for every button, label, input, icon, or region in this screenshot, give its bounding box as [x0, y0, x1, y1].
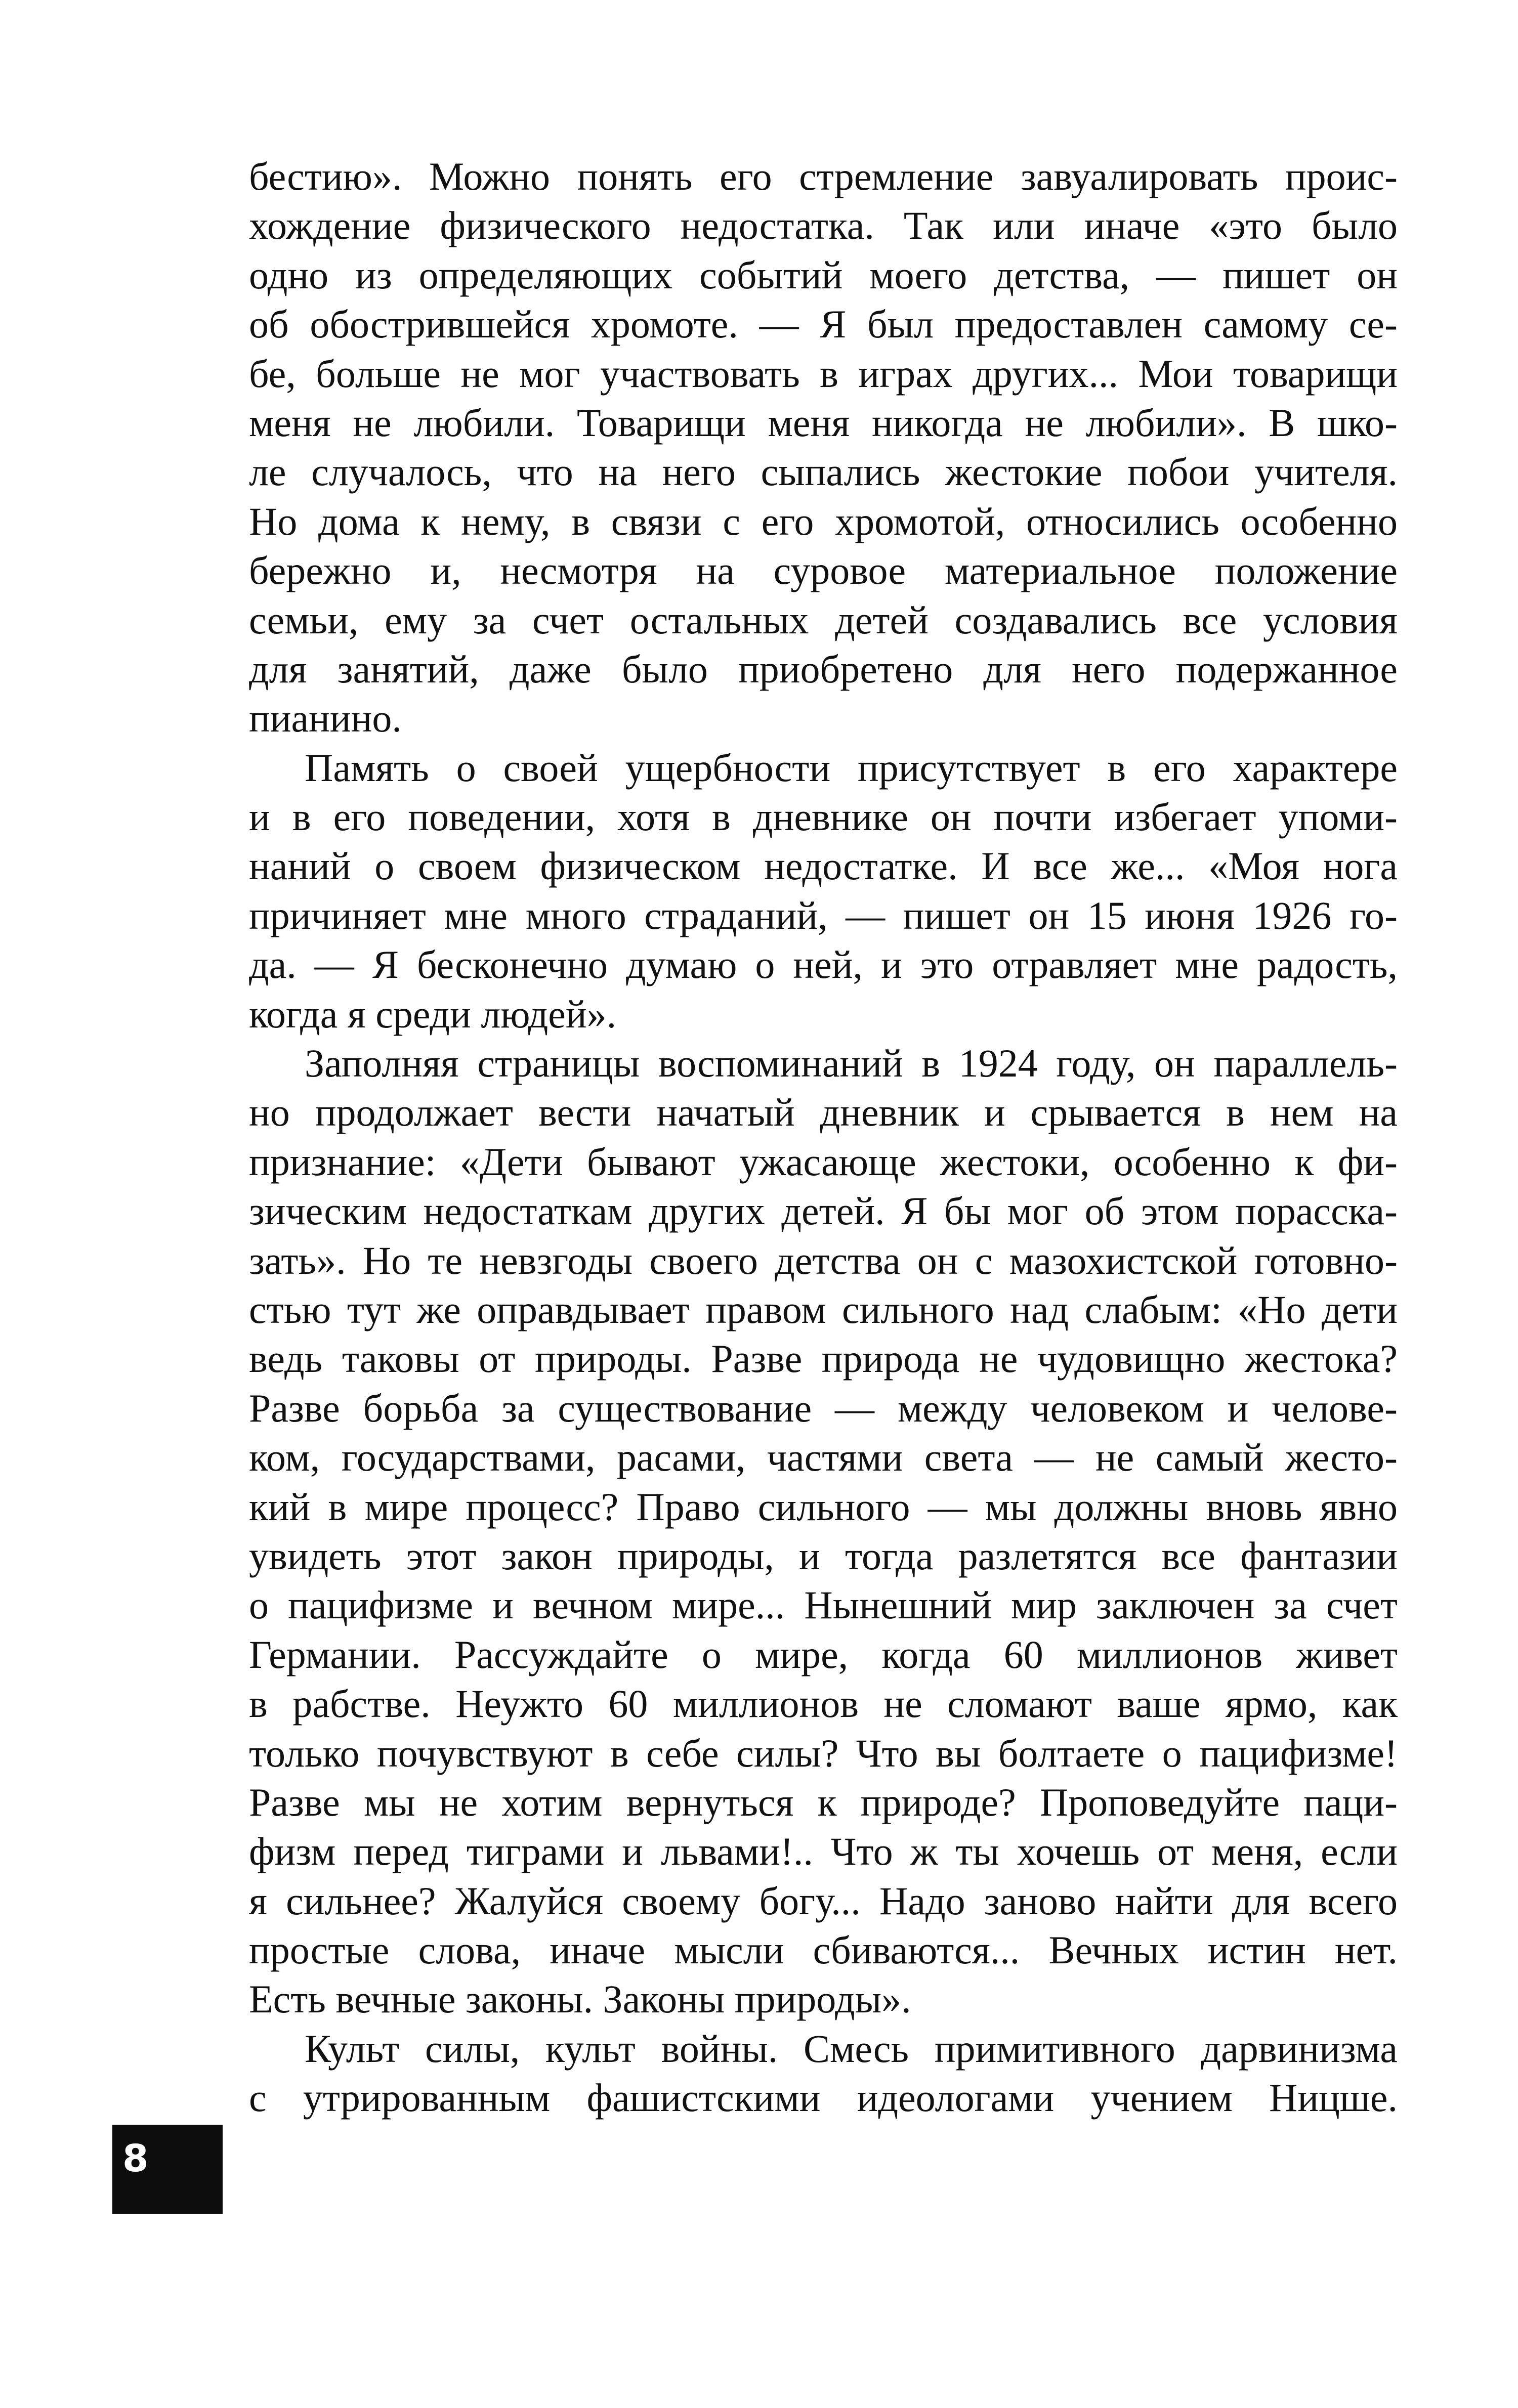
- paragraph: [249, 743, 1398, 1039]
- text-line: кий в мире процесс? Право сильного — мы должны вновь явно: [249, 1484, 1398, 1529]
- text-line: бе, больше не мог участвовать в играх других... Мои товарищи: [249, 351, 1398, 396]
- text-line: увидеть этот закон природы, и тогда разлетятся все фантазии: [249, 1533, 1398, 1578]
- text-line: ведь таковы от природы. Разве природа не чудовищно жестока?: [249, 1337, 1398, 1381]
- text-line: только почувствуют в себе силы? Что вы болтаете о пацифизме!: [249, 1731, 1398, 1775]
- text-line: хождение физического недостатка. Так или иначе «это было: [249, 203, 1398, 248]
- text-line: об обострившейся хромоте. — Я был предоставлен самому се-: [249, 302, 1398, 347]
- text-line: причиняет мне много страданий, — пишет он 15 июня 1926 го-: [249, 893, 1398, 937]
- text-line: наний о своем физическом недостатке. И все же... «Моя нога: [249, 844, 1398, 888]
- text-line: когда я среди людей».: [249, 992, 617, 1036]
- text-line: с утрированным фашистскими идеологами учением Ницше.: [249, 2076, 1398, 2120]
- text-line: для занятий, даже было приобретено для него подержанное: [249, 647, 1398, 691]
- text-line: меня не любили. Товарищи меня никогда не любили». В шко-: [249, 400, 1398, 445]
- text-line: физм перед тиграми и львами!.. Что ж ты хочешь от меня, если: [249, 1829, 1398, 1874]
- text-line: семьи, ему за счет остальных детей создавались все условия: [249, 597, 1398, 642]
- text-line: стью тут же оправдывает правом сильного над слабым: «Но дети: [249, 1287, 1398, 1331]
- text-line: Разве борьба за существование — между человеком и челове-: [249, 1386, 1398, 1430]
- paragraph: [249, 2024, 1398, 2123]
- text-line: Германии. Рассуждайте о мире, когда 60 миллионов живет: [249, 1632, 1398, 1676]
- paragraph: [249, 1039, 1398, 2024]
- text-line: ле случалось, что на него сыпались жестокие побои учителя.: [249, 450, 1398, 494]
- text-line: Память о своей ущербности присутствует в его характере: [305, 745, 1398, 790]
- text-line: простые слова, иначе мысли сбиваются... Вечных истин нет.: [249, 1928, 1398, 1972]
- text-line: я сильнее? Жалуйся своему богу... Надо заново найти для всего: [249, 1878, 1398, 1923]
- text-line: да. — Я бесконечно думаю о ней, и это отравляет мне радость,: [249, 942, 1398, 987]
- text-line: в рабстве. Неужто 60 миллионов не сломают ваше ярмо, как: [249, 1682, 1398, 1726]
- text-line: пианино.: [249, 696, 402, 741]
- page-number-tab: [112, 2125, 223, 2214]
- text-line: ком, государствами, расами, частями света — не самый жесто-: [249, 1435, 1398, 1480]
- text-line: Культ силы, культ войны. Смесь примитивного дарвинизма: [305, 2026, 1398, 2071]
- text-line: признание: «Дети бывают ужасающе жестоки, особенно к фи-: [249, 1139, 1398, 1184]
- text-line: Разве мы не хотим вернуться к природе? Проповедуйте паци-: [249, 1780, 1398, 1824]
- text-line: о пацифизме и вечном мире... Нынешний мир заключен за счет: [249, 1583, 1398, 1627]
- text-line: зать». Но те невзгоды своего детства он с мазохистской готовно-: [249, 1238, 1398, 1282]
- page-number: 8: [122, 2137, 149, 2180]
- text-line: одно из определяющих событий моего детства, — пишет он: [249, 252, 1398, 297]
- text-line: Но дома к нему, в связи с его хромотой, относились особенно: [249, 499, 1398, 543]
- text-line: Есть вечные законы. Законы природы».: [249, 1977, 911, 2022]
- text-line: и в его поведении, хотя в дневнике он почти избегает упоми-: [249, 795, 1398, 839]
- text-line: но продолжает вести начатый дневник и срывается в нем на: [249, 1090, 1398, 1135]
- text-line: бестию». Можно понять его стремление завуалировать проис-: [249, 154, 1398, 198]
- text-line: Заполняя страницы воспоминаний в 1924 году, он параллель-: [305, 1041, 1398, 1086]
- text-line: бережно и, несмотря на суровое материальное положение: [249, 548, 1398, 593]
- body-text: [249, 152, 1398, 2123]
- paragraph: [249, 152, 1398, 743]
- text-line: зическим недостаткам других детей. Я бы мог об этом порасска-: [249, 1189, 1398, 1233]
